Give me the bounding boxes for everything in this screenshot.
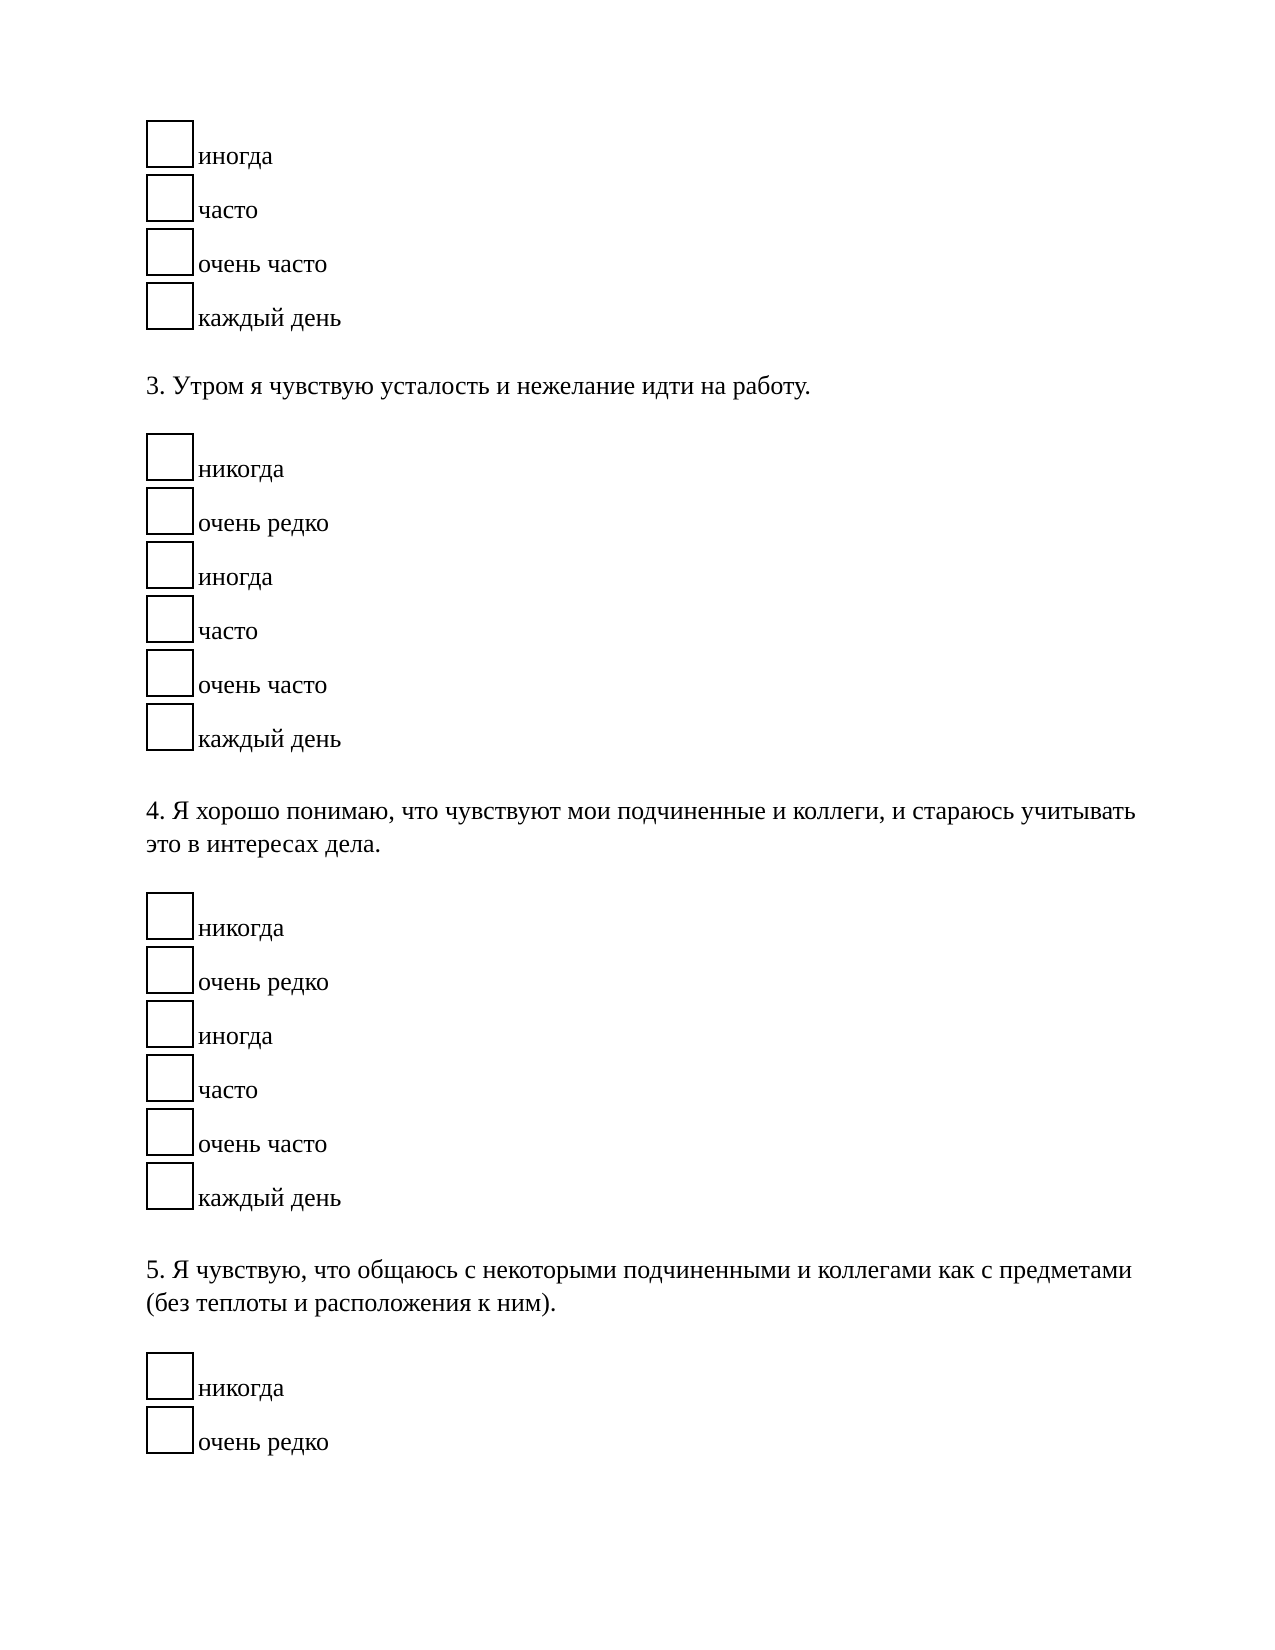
answer-checkbox[interactable] <box>146 946 194 994</box>
question-5-text: 5. Я чувствую, что общаюсь с некоторыми подчиненными и коллегами как с предметами (без теплоты и расположения к ним). <box>146 1255 1133 1317</box>
answer-label: каждый день <box>198 303 342 332</box>
answer-checkbox[interactable] <box>146 1406 194 1454</box>
answer-checkbox[interactable] <box>146 649 194 697</box>
question-5-options <box>146 1350 1146 1458</box>
answer-label: часто <box>198 195 259 224</box>
answer-option <box>146 1350 1146 1404</box>
answer-checkbox[interactable] <box>146 120 194 168</box>
answer-label: иногда <box>198 1021 273 1050</box>
answer-checkbox[interactable] <box>146 1000 194 1048</box>
answer-label: очень редко <box>198 508 329 537</box>
answer-option <box>146 485 1146 539</box>
answer-label: никогда <box>198 454 285 483</box>
answer-checkbox[interactable] <box>146 1108 194 1156</box>
answer-checkbox[interactable] <box>146 541 194 589</box>
answer-label: часто <box>198 1075 259 1104</box>
answer-option <box>146 226 1146 280</box>
answer-option <box>146 1404 1146 1458</box>
question-4-options <box>146 890 1146 1214</box>
answer-checkbox[interactable] <box>146 174 194 222</box>
question-3-options <box>146 431 1146 755</box>
answer-checkbox[interactable] <box>146 433 194 481</box>
answer-label: очень часто <box>198 249 328 278</box>
answer-label: очень редко <box>198 1427 329 1456</box>
answer-label: никогда <box>198 913 285 942</box>
answer-checkbox[interactable] <box>146 703 194 751</box>
answer-option <box>146 944 1146 998</box>
answer-option <box>146 431 1146 485</box>
prev-question-options <box>146 118 1146 334</box>
answer-option <box>146 118 1146 172</box>
answer-checkbox[interactable] <box>146 282 194 330</box>
answer-option <box>146 172 1146 226</box>
answer-label: очень редко <box>198 967 329 996</box>
answer-option <box>146 998 1146 1052</box>
question-3-text: 3. Утром я чувствую усталость и нежелание идти на работу. <box>146 371 811 400</box>
answer-checkbox[interactable] <box>146 487 194 535</box>
answer-checkbox[interactable] <box>146 1054 194 1102</box>
answer-label: очень часто <box>198 670 328 699</box>
answer-option <box>146 593 1146 647</box>
answer-option <box>146 701 1146 755</box>
answer-option <box>146 1106 1146 1160</box>
answer-label: очень часто <box>198 1129 328 1158</box>
answer-option <box>146 890 1146 944</box>
answer-label: каждый день <box>198 724 342 753</box>
answer-checkbox[interactable] <box>146 1352 194 1400</box>
answer-label: иногда <box>198 141 273 170</box>
answer-label: каждый день <box>198 1183 342 1212</box>
answer-option <box>146 280 1146 334</box>
answer-checkbox[interactable] <box>146 892 194 940</box>
answer-option <box>146 647 1146 701</box>
answer-checkbox[interactable] <box>146 595 194 643</box>
answer-option <box>146 539 1146 593</box>
answer-checkbox[interactable] <box>146 1162 194 1210</box>
answer-option <box>146 1160 1146 1214</box>
answer-label: часто <box>198 616 259 645</box>
question-4-text: 4. Я хорошо понимаю, что чувствуют мои подчиненные и коллеги, и стараюсь учитывать это в интересах дела. <box>146 796 1136 858</box>
answer-option <box>146 1052 1146 1106</box>
answer-label: иногда <box>198 562 273 591</box>
answer-checkbox[interactable] <box>146 228 194 276</box>
answer-label: никогда <box>198 1373 285 1402</box>
